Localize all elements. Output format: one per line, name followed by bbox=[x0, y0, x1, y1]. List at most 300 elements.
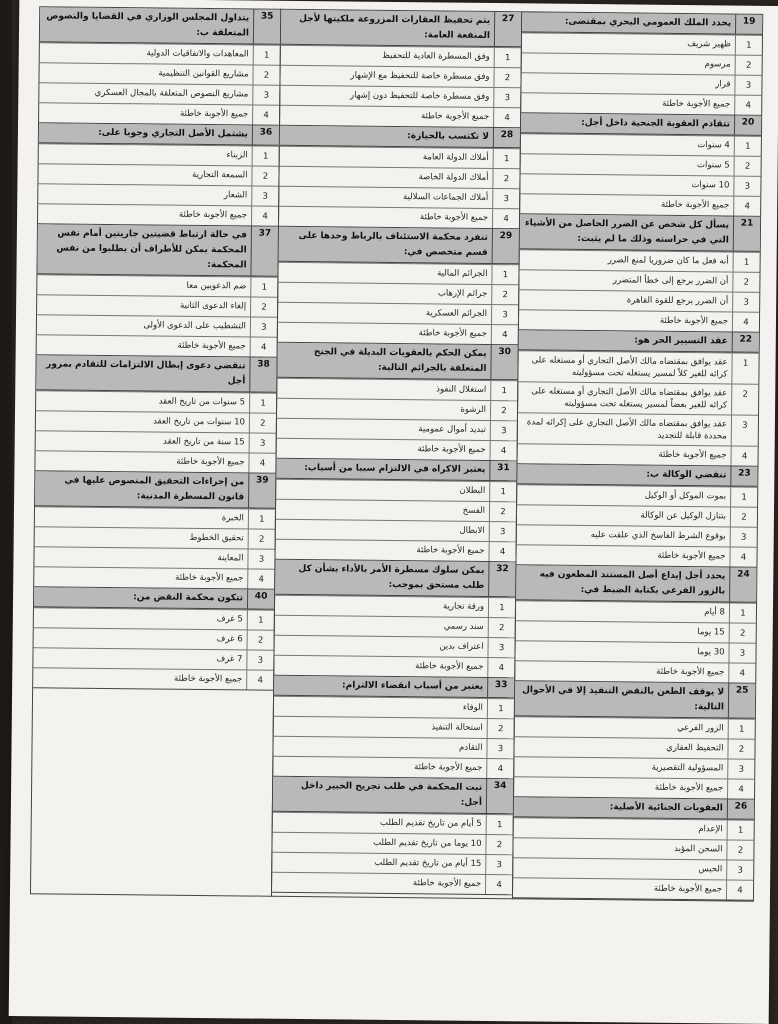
option-number: 1 bbox=[490, 381, 517, 400]
answer-option bbox=[38, 163, 278, 186]
answer-option bbox=[36, 410, 276, 433]
option-number: 4 bbox=[729, 548, 756, 567]
answer-option bbox=[34, 607, 274, 630]
option-text: 5 سنوات من تاريخ العقد bbox=[158, 396, 246, 408]
option-text: بموت الموكل أو الوكيل bbox=[644, 490, 727, 502]
answer-option bbox=[515, 640, 755, 663]
option-number: 2 bbox=[252, 65, 279, 84]
option-number: 4 bbox=[492, 209, 519, 228]
option-text: الزبناء bbox=[226, 150, 248, 161]
option-number: 2 bbox=[729, 624, 756, 643]
option-number: 2 bbox=[727, 740, 754, 759]
question-text: تتكون محكمة النقض من: bbox=[133, 592, 244, 604]
option-number: 1 bbox=[248, 509, 275, 528]
question-block bbox=[38, 123, 279, 227]
answer-option bbox=[521, 133, 761, 156]
option-text: البطلان bbox=[459, 485, 486, 496]
question-text: يتم تحفيظ العقارات المزروعة ملكيتها لأجل المنفعة العامة: bbox=[299, 13, 491, 41]
answer-option bbox=[513, 857, 753, 880]
answer-option bbox=[280, 146, 520, 169]
option-number: 3 bbox=[493, 88, 520, 107]
option-text: 10 يوما من تاريخ تقديم الطلب bbox=[373, 837, 482, 849]
question-header bbox=[276, 459, 516, 482]
answer-option bbox=[273, 812, 513, 835]
question-text: لا تكتسب بالحيازة: bbox=[407, 131, 489, 142]
answer-option bbox=[520, 173, 760, 196]
question-number: 20 bbox=[734, 116, 761, 135]
answer-option bbox=[37, 314, 277, 337]
option-number: 4 bbox=[488, 542, 515, 561]
option-number: 3 bbox=[485, 855, 512, 874]
option-number: 2 bbox=[250, 297, 277, 316]
option-text: استغلال النفوذ bbox=[436, 384, 487, 395]
option-number: 3 bbox=[732, 293, 759, 312]
answer-option bbox=[274, 635, 514, 658]
question-block bbox=[279, 126, 520, 230]
answer-option bbox=[515, 716, 755, 739]
answer-option bbox=[36, 390, 276, 413]
option-number: 3 bbox=[250, 317, 277, 336]
option-text: جميع الأجوبة خاطئة bbox=[415, 661, 484, 672]
question-number: 35 bbox=[253, 9, 280, 43]
option-text: التقادم bbox=[459, 742, 483, 753]
answer-option bbox=[276, 479, 516, 502]
option-text: استحالة التنفيذ bbox=[431, 722, 483, 733]
option-text: الإعدام bbox=[698, 824, 723, 835]
question-text: تبت المحكمة في طلب تجريح الخبير داخل أجل: bbox=[300, 781, 483, 808]
question-header bbox=[274, 676, 514, 699]
option-text: جميع الأجوبة خاطئة bbox=[658, 449, 727, 461]
question-block bbox=[517, 330, 758, 467]
question-header bbox=[515, 681, 755, 719]
answer-option bbox=[522, 32, 762, 55]
option-text: المعاهدات والاتفاقيات الدولية bbox=[146, 48, 249, 60]
option-text: 5 غرف bbox=[216, 614, 243, 625]
option-text: أن الضرر يرجع إلى خطأ المتضرر bbox=[612, 275, 729, 287]
option-text: 5 سنوات bbox=[697, 160, 730, 171]
question-block bbox=[520, 113, 761, 217]
answer-option bbox=[33, 647, 273, 670]
question-header bbox=[277, 343, 517, 381]
option-number: 2 bbox=[491, 285, 518, 304]
option-text: جميع الأجوبة خاطئة bbox=[418, 328, 487, 339]
question-header bbox=[37, 224, 278, 277]
answer-option bbox=[273, 736, 513, 759]
option-text: جميع الأجوبة خاطئة bbox=[657, 550, 726, 562]
option-number: 2 bbox=[734, 157, 761, 176]
answer-option bbox=[513, 877, 753, 900]
answer-option bbox=[33, 667, 273, 690]
option-number: 2 bbox=[247, 630, 274, 649]
option-number: 2 bbox=[492, 169, 519, 188]
option-number: 1 bbox=[728, 720, 755, 739]
option-number: 1 bbox=[250, 277, 277, 296]
question-header bbox=[34, 587, 274, 610]
option-text: جميع الأجوبة خاطئة bbox=[178, 209, 248, 221]
question-number: 36 bbox=[252, 125, 279, 144]
exam-sheet bbox=[9, 0, 778, 1024]
option-text: الحبس bbox=[698, 864, 723, 875]
question-text: من إجراءات التحقيق المنصوص عليها في قانون المسطرة المدنية: bbox=[64, 475, 245, 503]
option-number: 4 bbox=[251, 206, 278, 225]
option-number: 1 bbox=[252, 146, 279, 165]
answer-option bbox=[516, 620, 756, 643]
option-number: 3 bbox=[251, 186, 278, 205]
question-block bbox=[516, 464, 757, 568]
answer-option bbox=[34, 627, 274, 650]
option-number: 2 bbox=[726, 841, 753, 860]
answer-option bbox=[280, 65, 520, 88]
option-text: جميع الأجوبة خاطئة bbox=[176, 456, 245, 468]
option-number: 4 bbox=[490, 441, 517, 460]
option-text: جميع الأجوبة خاطئة bbox=[412, 878, 482, 889]
option-text: جميع الأجوبة خاطئة bbox=[177, 340, 246, 352]
option-number: 2 bbox=[489, 502, 516, 521]
answer-option bbox=[39, 82, 279, 105]
option-text: الشعار bbox=[223, 190, 248, 201]
option-text: المسؤولية التقصيرية bbox=[651, 762, 724, 774]
question-table bbox=[30, 6, 767, 902]
question-header bbox=[517, 464, 757, 487]
option-text: سند رسمي bbox=[443, 621, 484, 632]
option-text: 5 أيام من تاريخ تقديم الطلب bbox=[379, 817, 482, 829]
question-block bbox=[272, 777, 513, 896]
option-number: 3 bbox=[489, 522, 516, 541]
answer-option bbox=[514, 756, 754, 779]
option-text: الرشوة bbox=[460, 404, 487, 415]
question-header bbox=[39, 123, 279, 146]
answer-option bbox=[34, 566, 274, 589]
option-number: 1 bbox=[488, 598, 515, 617]
option-text: الفسخ bbox=[462, 505, 486, 516]
option-number: 3 bbox=[730, 528, 757, 547]
question-header bbox=[519, 330, 759, 353]
option-text: الجرائم المالية bbox=[437, 268, 488, 279]
question-header bbox=[275, 560, 515, 598]
answer-option bbox=[278, 322, 518, 345]
option-number: 1 bbox=[733, 253, 760, 272]
question-block bbox=[39, 7, 280, 126]
option-text: عقد يوافق بمقتضاه مالك الأصل التجاري أو مستغله على كرائه للغير بعضاً لمسير يستغله تحت مسؤوليته bbox=[531, 386, 728, 411]
question-number: 19 bbox=[735, 15, 762, 34]
question-header bbox=[514, 797, 754, 820]
question-block bbox=[280, 10, 521, 129]
option-number: 1 bbox=[730, 488, 757, 507]
option-number: 3 bbox=[726, 860, 753, 879]
option-number: 1 bbox=[486, 815, 513, 834]
option-text: تحقيق الخطوط bbox=[189, 532, 244, 544]
question-number: 34 bbox=[486, 779, 513, 813]
option-number: 2 bbox=[251, 166, 278, 185]
option-text: الوفاء bbox=[462, 702, 483, 713]
option-text: أملاك الجماعات السلالية bbox=[402, 192, 489, 203]
question-text: يعتبر من أسباب انقضاء الالتزام: bbox=[341, 680, 484, 692]
option-text: جميع الأجوبة خاطئة bbox=[660, 199, 730, 211]
option-number: 1 bbox=[247, 610, 274, 629]
option-number: 2 bbox=[735, 56, 762, 75]
option-text: الجرائم العسكرية bbox=[425, 308, 488, 319]
answer-option bbox=[274, 655, 514, 678]
answer-option bbox=[280, 85, 520, 108]
answer-option bbox=[279, 206, 519, 229]
answer-option bbox=[518, 412, 758, 446]
option-number: 1 bbox=[489, 482, 516, 501]
answer-option bbox=[39, 102, 279, 125]
option-text: ورقة تجارية bbox=[442, 601, 485, 612]
option-text: بتنازل الوكيل عن الوكالة bbox=[640, 510, 727, 522]
option-number: 3 bbox=[728, 644, 755, 663]
answer-option bbox=[278, 302, 518, 325]
question-header bbox=[40, 7, 280, 45]
answer-option bbox=[38, 203, 278, 226]
question-column bbox=[512, 11, 763, 901]
answer-option bbox=[517, 484, 757, 507]
option-text: 6 غرف bbox=[216, 634, 243, 645]
answer-option bbox=[515, 660, 755, 683]
question-block bbox=[277, 343, 518, 462]
question-number: 40 bbox=[247, 589, 274, 608]
question-number: 30 bbox=[490, 345, 517, 379]
answer-option bbox=[521, 72, 761, 95]
answer-option bbox=[39, 62, 279, 85]
option-number: 2 bbox=[248, 529, 275, 548]
option-text: جميع الأجوبة خاطئة bbox=[179, 108, 249, 120]
question-block bbox=[34, 471, 275, 590]
question-block bbox=[274, 560, 515, 679]
answer-option bbox=[513, 837, 753, 860]
option-number: 2 bbox=[730, 508, 757, 527]
option-number: 4 bbox=[248, 453, 275, 472]
option-number: 1 bbox=[249, 393, 276, 412]
option-number: 4 bbox=[733, 197, 760, 216]
answer-option bbox=[272, 852, 512, 875]
option-text: جميع الأجوبة خاطئة bbox=[414, 762, 483, 773]
option-number: 4 bbox=[493, 108, 520, 127]
question-number: 29 bbox=[492, 229, 519, 263]
option-number: 1 bbox=[734, 137, 761, 156]
option-text: 15 يوما bbox=[697, 627, 725, 638]
question-text: يحدد أجل إيداع أصل المستند المطعون فيه بالزور الفرعي بكتابة الضبط في: bbox=[539, 569, 726, 597]
option-text: السجن المؤبد bbox=[674, 843, 723, 855]
question-block bbox=[37, 224, 278, 358]
answer-option bbox=[272, 872, 512, 895]
question-number: 23 bbox=[730, 467, 757, 486]
option-number: 3 bbox=[492, 189, 519, 208]
answer-option bbox=[519, 289, 759, 312]
answer-option bbox=[37, 274, 277, 297]
option-number: 3 bbox=[490, 421, 517, 440]
option-text: جميع الأجوبة خاطئة bbox=[417, 444, 486, 455]
option-text: اعتراف بدين bbox=[439, 641, 484, 652]
option-text: أن الضرر يرجع للقوة القاهرة bbox=[626, 295, 729, 307]
question-block bbox=[515, 565, 756, 684]
answer-option bbox=[276, 499, 516, 522]
answer-option bbox=[272, 832, 512, 855]
question-number: 37 bbox=[250, 226, 278, 275]
option-number: 1 bbox=[491, 265, 518, 284]
option-number: 1 bbox=[253, 45, 280, 64]
question-number: 24 bbox=[729, 568, 756, 602]
question-header bbox=[281, 10, 521, 48]
answer-option bbox=[37, 294, 277, 317]
answer-option bbox=[275, 595, 515, 618]
option-text: جميع الأجوبة خاطئة bbox=[175, 572, 244, 584]
question-number: 25 bbox=[728, 684, 755, 718]
option-text: أنه فعل ما كان ضروريا لمنع الضرر bbox=[607, 255, 729, 267]
option-number: 3 bbox=[727, 760, 754, 779]
option-number: 3 bbox=[734, 76, 761, 95]
question-text: العقوبات الجنائية الأصلية: bbox=[609, 802, 723, 814]
question-header bbox=[36, 355, 276, 393]
option-text: مرسوم bbox=[704, 59, 731, 70]
question-block bbox=[273, 676, 514, 780]
answer-option bbox=[38, 183, 278, 206]
answer-option bbox=[35, 526, 275, 549]
question-number: 22 bbox=[732, 333, 759, 352]
question-text: عقد التسيير الحر هو: bbox=[634, 335, 728, 347]
option-number: 4 bbox=[727, 780, 754, 799]
question-text: يسأل كل شخص عن الضرر الحاصل من الأشياء التي في حراسته وذلك ما لم يثبت: bbox=[525, 218, 730, 246]
option-text: التشطيب على الدعوى الأولى bbox=[143, 320, 246, 332]
question-number: 28 bbox=[493, 128, 520, 147]
answer-option bbox=[520, 193, 760, 216]
question-number: 26 bbox=[727, 800, 754, 819]
question-number: 33 bbox=[487, 678, 514, 697]
answer-option bbox=[280, 105, 520, 128]
answer-option bbox=[521, 92, 761, 115]
answer-option bbox=[517, 504, 757, 527]
question-text: تنفرد محكمة الاستئناف بالرباط وحدها على قسم متخصص في: bbox=[298, 230, 488, 258]
answer-option bbox=[514, 736, 754, 759]
option-text: مشاريع النصوص المتعلقة بالمجال العسكري bbox=[94, 87, 249, 100]
answer-option bbox=[276, 519, 516, 542]
option-number: 3 bbox=[249, 433, 276, 452]
answer-option bbox=[274, 716, 514, 739]
answer-option bbox=[519, 269, 759, 292]
answer-option bbox=[40, 42, 280, 65]
option-text: قرار bbox=[715, 79, 731, 90]
answer-option bbox=[274, 696, 514, 719]
option-number: 4 bbox=[246, 670, 273, 689]
question-header bbox=[280, 126, 520, 149]
option-text: جميع الأجوبة خاطئة bbox=[416, 545, 485, 556]
answer-option bbox=[279, 166, 519, 189]
answer-option bbox=[518, 381, 758, 415]
option-text: جميع الأجوبة خاطئة bbox=[654, 782, 724, 794]
answer-option bbox=[34, 546, 274, 569]
option-text: جميع الأجوبة خاطئة bbox=[653, 883, 723, 895]
option-text: إلغاء الدعوى الثانية bbox=[179, 300, 247, 312]
option-number: 3 bbox=[733, 177, 760, 196]
option-number: 1 bbox=[487, 699, 514, 718]
question-header bbox=[35, 471, 275, 509]
question-text: تنقضي الوكالة ب: bbox=[646, 469, 727, 481]
option-number: 4 bbox=[732, 313, 759, 332]
answer-option bbox=[277, 418, 517, 441]
option-number: 3 bbox=[246, 650, 273, 669]
option-text: مشاريع القوانين التنظيمية bbox=[158, 68, 249, 80]
question-block bbox=[275, 459, 516, 563]
answer-option bbox=[518, 350, 758, 384]
option-number: 1 bbox=[729, 604, 756, 623]
question-text: يعتبر الاكراه في الالتزام سببا من أسباب: bbox=[304, 463, 486, 475]
question-block bbox=[521, 12, 762, 116]
option-text: جميع الأجوبة خاطئة bbox=[420, 111, 490, 122]
option-number: 4 bbox=[485, 875, 512, 894]
option-number: 3 bbox=[731, 416, 758, 446]
option-text: تبديد أموال عمومية bbox=[418, 424, 486, 435]
answer-option bbox=[514, 817, 754, 840]
option-text: وفق مسطرة خاصة للتحفيظ مع الإشهار bbox=[350, 70, 490, 82]
answer-option bbox=[514, 776, 754, 799]
question-block bbox=[514, 681, 755, 800]
question-text: لا يوقف الطعن بالنقض التنفيذ إلا في الأحوال التالية: bbox=[522, 685, 725, 713]
option-text: جرائم الإرهاب bbox=[437, 288, 488, 299]
question-text: تتقادم العقوبة الجنحية داخل أجل: bbox=[581, 117, 731, 130]
answer-option bbox=[37, 334, 277, 357]
option-text: السمعة التجارية bbox=[192, 169, 248, 181]
option-number: 4 bbox=[491, 325, 518, 344]
question-number: 21 bbox=[733, 217, 760, 251]
question-text: يشتمل الأصل التجاري وجوبا على: bbox=[98, 127, 248, 140]
answer-option bbox=[278, 262, 518, 285]
answer-option bbox=[35, 506, 275, 529]
answer-option bbox=[35, 450, 275, 473]
answer-option bbox=[518, 443, 758, 466]
option-text: 15 سنة من تاريخ العقد bbox=[163, 436, 245, 448]
question-number: 31 bbox=[489, 461, 516, 480]
option-number: 2 bbox=[493, 68, 520, 87]
question-header bbox=[273, 777, 513, 815]
option-number: 1 bbox=[731, 354, 758, 384]
question-block bbox=[513, 797, 754, 901]
question-block bbox=[278, 227, 519, 346]
option-number: 3 bbox=[247, 549, 274, 568]
option-text: عقد يوافق بمقتضاه مالك الأصل التجاري على إكرائه لمدة محددة قابلة للتجديد bbox=[526, 417, 727, 442]
option-text: وفق مسطرة خاصة للتحفيظ دون إشهار bbox=[350, 90, 490, 102]
question-column bbox=[30, 6, 281, 896]
question-header bbox=[279, 227, 519, 265]
option-number: 2 bbox=[487, 719, 514, 738]
option-text: الخبرة bbox=[221, 513, 244, 524]
answer-option bbox=[277, 398, 517, 421]
question-block bbox=[35, 355, 276, 474]
option-number: 2 bbox=[488, 618, 515, 637]
option-text: بوقوع الشرط الفاسخ الذي علقت عليه bbox=[590, 530, 726, 542]
answer-option bbox=[281, 45, 521, 68]
option-number: 2 bbox=[249, 413, 276, 432]
option-number: 4 bbox=[252, 105, 279, 124]
question-text: يتداول المجلس الوزاري في القضايا والنصوص المتعلقة ب: bbox=[46, 11, 250, 39]
question-block bbox=[33, 587, 274, 691]
question-column bbox=[271, 9, 522, 899]
option-number: 4 bbox=[734, 96, 761, 115]
question-text: تنقضي دعوى إبطال الالتزامات للتقادم بمرور أجل bbox=[46, 359, 246, 387]
answer-option bbox=[275, 539, 515, 562]
answer-option bbox=[36, 430, 276, 453]
answer-option bbox=[517, 524, 757, 547]
option-text: ضم الدعويين معا bbox=[186, 280, 247, 292]
option-number: 2 bbox=[485, 835, 512, 854]
option-text: الابطال bbox=[459, 525, 485, 536]
option-number: 3 bbox=[486, 739, 513, 758]
option-number: 3 bbox=[252, 85, 279, 104]
option-number: 2 bbox=[732, 273, 759, 292]
option-number: 1 bbox=[727, 821, 754, 840]
option-text: جميع الأجوبة خاطئة bbox=[659, 315, 729, 327]
answer-option bbox=[278, 282, 518, 305]
question-block bbox=[519, 214, 760, 333]
